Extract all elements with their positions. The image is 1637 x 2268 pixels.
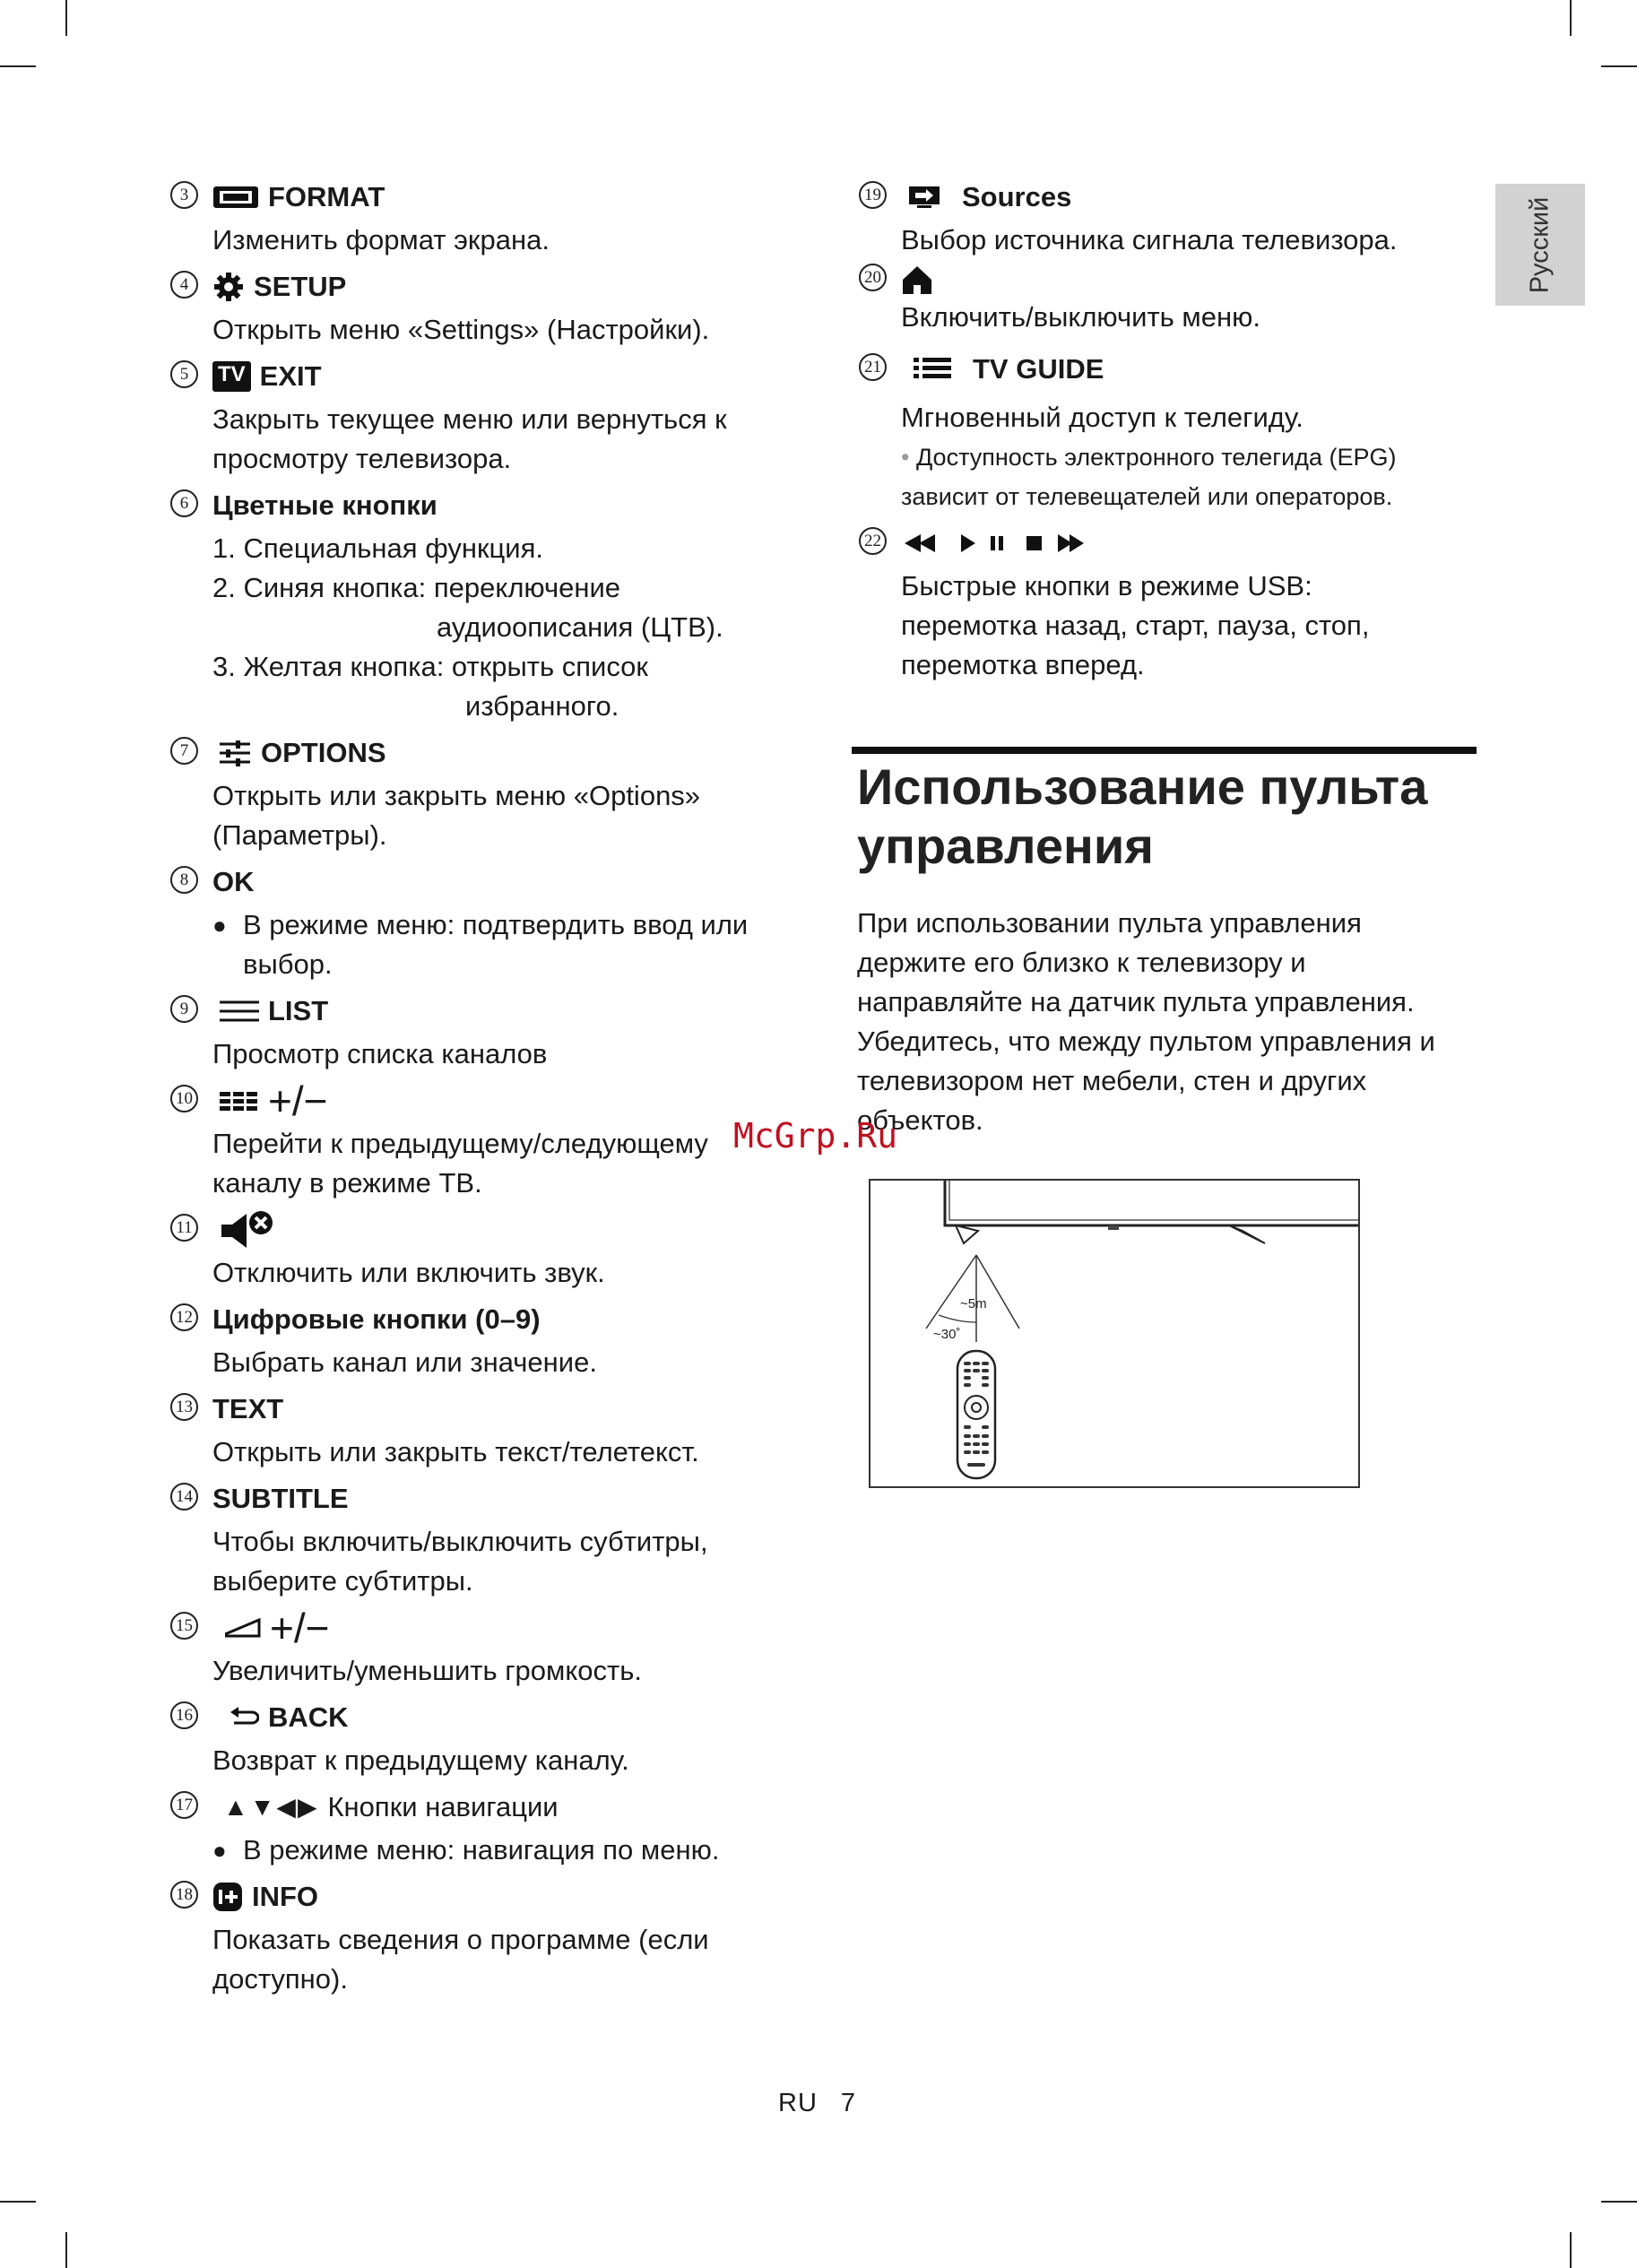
- item-title: INFO: [252, 1881, 319, 1912]
- crop-mark: [0, 65, 36, 67]
- item-description: Открыть меню «Settings» (Настройки).: [212, 314, 710, 345]
- section-divider: [852, 747, 1477, 754]
- left-column: [176, 181, 795, 1999]
- crop-mark: [1570, 2232, 1572, 2268]
- beam-line-right: [976, 1255, 1019, 1329]
- volume-icon: [225, 1618, 261, 1638]
- desc-line: Закрыть текущее меню или вернуться к: [212, 403, 727, 435]
- channel-icon: [220, 1090, 259, 1112]
- tv-stand-left: [956, 1225, 978, 1243]
- page-footer: [778, 2089, 856, 2118]
- note-line: зависит от телевещателей или операторов.: [901, 483, 1393, 510]
- bullet-item: [212, 905, 795, 984]
- angle-label: ~30˚: [933, 1327, 961, 1342]
- desc-line: аудиоописания (ЦТВ).: [437, 611, 723, 643]
- item-mute: [176, 1214, 795, 1293]
- language-tab-label: Русский: [1525, 196, 1555, 293]
- item-ok: [179, 866, 795, 984]
- desc-line: Открыть или закрыть меню «Options»: [212, 780, 701, 811]
- item-title: Цветные кнопки: [212, 489, 437, 521]
- item-title: Кнопки навигации: [327, 1791, 559, 1822]
- item-sources: [864, 181, 1475, 260]
- tv-guide-icon: [914, 358, 951, 381]
- item-list: [179, 995, 795, 1074]
- item-title: Цифровые кнопки (0–9): [212, 1303, 541, 1335]
- desc-line: доступно).: [212, 1963, 348, 1995]
- tv-stand-right: [1229, 1225, 1265, 1243]
- item-subtitle: [176, 1483, 795, 1601]
- item-number: 22: [859, 527, 887, 555]
- item-number: 19: [859, 181, 887, 209]
- desc-line: Перейти к предыдущему/следующему: [212, 1128, 708, 1159]
- item-color-buttons: [179, 489, 795, 726]
- item-title: FORMAT: [268, 181, 385, 212]
- item-number: 20: [859, 264, 887, 291]
- note-text: Доступность электронного телегида (EPG): [915, 444, 1397, 471]
- desc-line: Показать сведения о программе (если: [212, 1924, 709, 1955]
- item-number: 6: [170, 489, 198, 517]
- paragraph-line: телевизором нет мебели, стен и других: [857, 1065, 1367, 1096]
- note-bullet-icon: •: [901, 444, 916, 471]
- remote-usage-illustration: [870, 1181, 1358, 1486]
- item-digit-buttons: [176, 1303, 795, 1382]
- item-info: [176, 1881, 795, 1999]
- item-description: Включить/выключить меню.: [901, 301, 1260, 333]
- item-number: 18: [170, 1881, 198, 1909]
- item-title: SUBTITLE: [212, 1483, 349, 1514]
- paragraph-line: При использовании пульта управления: [857, 907, 1362, 939]
- item-description: Выбор источника сигнала телевизора.: [901, 224, 1398, 255]
- sources-icon: [908, 186, 940, 209]
- navigation-arrows-icon: ▲▼◀▶: [223, 1793, 319, 1821]
- item-volume: [176, 1605, 795, 1691]
- item-navigation: [176, 1791, 795, 1870]
- item-description: Выбрать канал или значение.: [212, 1346, 597, 1378]
- gear-icon: [212, 271, 245, 303]
- crop-mark: [65, 0, 67, 36]
- bullet-icon: ●: [212, 912, 227, 939]
- mute-icon: [220, 1210, 282, 1250]
- item-number: 21: [859, 353, 887, 381]
- item-description: Просмотр списка каналов: [212, 1038, 548, 1069]
- crop-mark: [1601, 65, 1637, 67]
- paragraph-line: Убедитесь, что между пультом управления и: [857, 1026, 1435, 1057]
- item-number: 7: [170, 737, 198, 765]
- item-format: [179, 181, 795, 260]
- item-title: OPTIONS: [261, 737, 386, 768]
- item-tv-guide: [864, 353, 1475, 516]
- note-line: [901, 437, 1475, 477]
- bullet-text: В режиме меню: навигация по меню.: [243, 1834, 720, 1865]
- item-options: [179, 737, 795, 855]
- item-description: [212, 400, 795, 479]
- desc-line: перемотка вперед.: [901, 649, 1145, 680]
- item-channel: [176, 1078, 795, 1203]
- playback-icon: [905, 533, 1084, 553]
- angle-arc: [939, 1315, 976, 1322]
- options-icon: [218, 740, 252, 766]
- tv-icon-label: TV: [218, 362, 246, 386]
- desc-line: Быстрые кнопки в режиме USB:: [901, 570, 1312, 602]
- item-back: [176, 1701, 795, 1780]
- item-title: TV GUIDE: [973, 353, 1104, 385]
- paragraph-line: держите его близко к телевизору и: [857, 947, 1306, 978]
- bullet-text: В режиме меню: подтвердить ввод или: [243, 909, 749, 940]
- list-icon: [220, 999, 259, 1024]
- item-title: +/−: [268, 1078, 328, 1124]
- desc-line: Чтобы включить/выключить субтитры,: [212, 1526, 708, 1557]
- item-number: 17: [170, 1791, 198, 1819]
- crop-mark: [0, 2201, 36, 2203]
- item-exit: [179, 360, 795, 479]
- item-number: 11: [170, 1214, 198, 1242]
- page-number: 7: [840, 2089, 857, 2117]
- item-description: Отключить или включить звук.: [212, 1257, 605, 1288]
- footer-language: RU: [778, 2089, 818, 2117]
- crop-mark: [1570, 0, 1572, 36]
- remote-control-drawing: [957, 1351, 995, 1478]
- tv-icon: [212, 361, 251, 392]
- crop-mark: [1601, 2201, 1637, 2203]
- item-description: [901, 567, 1475, 685]
- item-description: Изменить формат экрана.: [212, 224, 550, 255]
- item-note: [901, 437, 1475, 516]
- tv-sensor: [1108, 1225, 1119, 1230]
- desc-line: 3. Желтая кнопка: открыть список: [212, 651, 648, 682]
- item-title: OK: [212, 866, 255, 897]
- item-title: Sources: [962, 181, 1072, 212]
- item-text: [176, 1393, 795, 1472]
- bullet-icon: ●: [212, 1837, 227, 1864]
- paragraph-line: направляйте на датчик пульта управления.: [857, 986, 1415, 1017]
- item-number: 12: [170, 1303, 198, 1331]
- item-number: 4: [170, 271, 198, 299]
- item-title: BACK: [268, 1701, 349, 1733]
- tv-outline: [945, 1181, 1358, 1225]
- item-title: SETUP: [254, 271, 347, 302]
- item-description: [212, 776, 795, 855]
- beam-line-left: [926, 1255, 976, 1329]
- item-home: [864, 264, 1475, 337]
- section-title-line: управления: [857, 818, 1154, 874]
- item-number: 3: [170, 181, 198, 209]
- item-description: Мгновенный доступ к телегиду.: [901, 402, 1304, 433]
- remote-usage-figure: [869, 1179, 1360, 1488]
- desc-line: каналу в режиме ТВ.: [212, 1167, 482, 1199]
- paragraph-line: объектов.: [857, 1104, 983, 1136]
- desc-line: просмотру телевизора.: [212, 443, 512, 474]
- format-icon: [212, 186, 259, 209]
- item-description: [212, 529, 795, 726]
- crop-mark: [65, 2232, 67, 2268]
- item-number: 8: [170, 866, 198, 894]
- item-description: [212, 1522, 795, 1601]
- section-paragraph: [857, 904, 1476, 1140]
- section-title: [857, 757, 1485, 876]
- item-number: 9: [170, 995, 198, 1023]
- bullet-item: [212, 1831, 795, 1870]
- item-number: 14: [170, 1483, 198, 1511]
- item-description: Увеличить/уменьшить громкость.: [212, 1655, 642, 1686]
- item-title: LIST: [268, 995, 329, 1026]
- item-number: 5: [170, 360, 198, 388]
- desc-line: избранного.: [465, 690, 619, 722]
- desc-line: выберите субтитры.: [212, 1565, 473, 1597]
- section-title-line: Использование пульта: [857, 758, 1428, 815]
- language-tab: [1495, 184, 1585, 306]
- item-number: 13: [170, 1393, 198, 1421]
- info-icon: [212, 1882, 243, 1912]
- desc-line: (Параметры).: [212, 819, 387, 851]
- item-description: [212, 1920, 795, 1999]
- item-number: 16: [170, 1701, 198, 1729]
- desc-line: 2. Синяя кнопка: переключение: [212, 572, 621, 603]
- item-description: [212, 1124, 795, 1203]
- item-setup: [179, 271, 795, 350]
- desc-line: перемотка назад, старт, пауза, стоп,: [901, 610, 1370, 641]
- right-column: [864, 181, 1475, 685]
- home-icon: [901, 264, 933, 296]
- desc-line: 1. Специальная функция.: [212, 532, 544, 564]
- item-title: TEXT: [212, 1393, 284, 1424]
- item-number: 10: [170, 1085, 198, 1112]
- item-title: +/−: [270, 1605, 330, 1651]
- back-icon: [230, 1707, 259, 1728]
- item-description: Возврат к предыдущему каналу.: [212, 1744, 629, 1776]
- item-number: 15: [170, 1612, 198, 1640]
- bullet-text: выбор.: [243, 948, 333, 980]
- item-description: Открыть или закрыть текст/телетекст.: [212, 1436, 699, 1467]
- distance-label: ~5m: [960, 1296, 987, 1311]
- item-playback: [864, 527, 1475, 685]
- watermark: McGrp.Ru: [733, 1116, 898, 1156]
- item-title: EXIT: [259, 360, 322, 392]
